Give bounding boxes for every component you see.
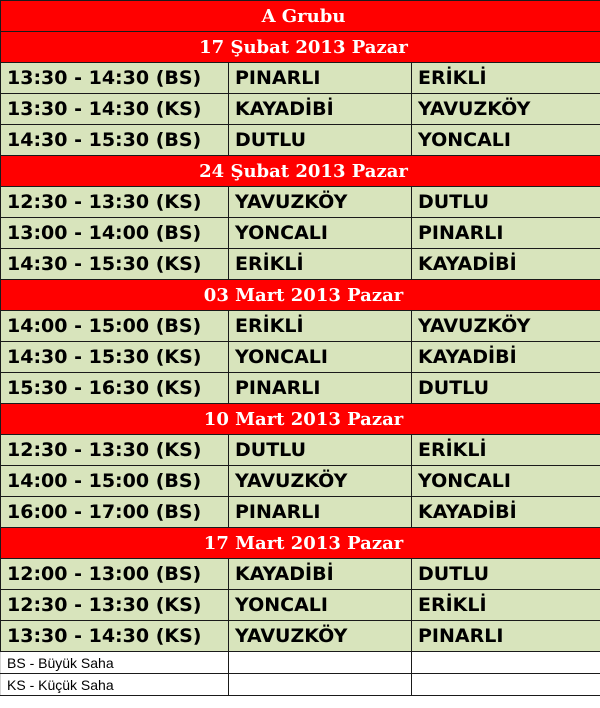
match-row [1,187,600,218]
match-time: 12:00 - 13:00 (BS) [1,559,229,590]
match-row [1,218,600,249]
match-time: 12:30 - 13:30 (KS) [1,435,229,466]
home-team: PINARLI [229,497,412,528]
home-team: PINARLI [229,63,412,94]
legend-row [1,652,600,674]
match-time: 13:30 - 14:30 (BS) [1,63,229,94]
match-time: 13:30 - 14:30 (KS) [1,94,229,125]
home-team: YONCALI [229,590,412,621]
match-time: 14:30 - 15:30 (KS) [1,342,229,373]
match-row [1,466,600,497]
round-date-row [1,280,600,311]
match-time: 14:30 - 15:30 (KS) [1,249,229,280]
group-header-row [1,1,600,32]
match-time: 14:00 - 15:00 (BS) [1,466,229,497]
match-row [1,497,600,528]
away-team: KAYADİBİ [412,342,600,373]
match-row [1,621,600,652]
round-date: 17 Mart 2013 Pazar [1,528,600,559]
match-row [1,94,600,125]
empty-cell [412,674,600,696]
round-date: 10 Mart 2013 Pazar [1,404,600,435]
away-team: DUTLU [412,373,600,404]
away-team: KAYADİBİ [412,249,600,280]
away-team: PINARLI [412,621,600,652]
group-title: A Grubu [1,1,600,32]
match-row [1,311,600,342]
empty-cell [229,652,412,674]
match-time: 14:30 - 15:30 (BS) [1,125,229,156]
away-team: ERİKLİ [412,63,600,94]
home-team: YONCALI [229,218,412,249]
round-date: 24 Şubat 2013 Pazar [1,156,600,187]
round-date: 03 Mart 2013 Pazar [1,280,600,311]
match-time: 12:30 - 13:30 (KS) [1,187,229,218]
legend-item: BS - Büyük Saha [1,652,229,674]
match-row [1,590,600,621]
match-time: 13:00 - 14:00 (BS) [1,218,229,249]
match-time: 15:30 - 16:30 (KS) [1,373,229,404]
home-team: KAYADİBİ [229,94,412,125]
match-row [1,373,600,404]
round-date-row [1,156,600,187]
legend-item: KS - Küçük Saha [1,674,229,696]
home-team: YAVUZKÖY [229,466,412,497]
home-team: YAVUZKÖY [229,187,412,218]
match-time: 16:00 - 17:00 (BS) [1,497,229,528]
match-time: 13:30 - 14:30 (KS) [1,621,229,652]
home-team: YAVUZKÖY [229,621,412,652]
away-team: PINARLI [412,218,600,249]
home-team: PINARLI [229,373,412,404]
round-date-row [1,32,600,63]
round-date-row [1,404,600,435]
away-team: KAYADİBİ [412,497,600,528]
match-time: 12:30 - 13:30 (KS) [1,590,229,621]
home-team: ERİKLİ [229,311,412,342]
legend-row [1,674,600,696]
empty-cell [412,652,600,674]
home-team: DUTLU [229,435,412,466]
match-row [1,63,600,94]
empty-cell [229,674,412,696]
round-date: 17 Şubat 2013 Pazar [1,32,600,63]
match-row [1,249,600,280]
match-row [1,435,600,466]
match-time: 14:00 - 15:00 (BS) [1,311,229,342]
away-team: ERİKLİ [412,435,600,466]
away-team: ERİKLİ [412,590,600,621]
away-team: YONCALI [412,125,600,156]
match-row [1,559,600,590]
match-row [1,342,600,373]
away-team: YONCALI [412,466,600,497]
home-team: ERİKLİ [229,249,412,280]
home-team: YONCALI [229,342,412,373]
away-team: YAVUZKÖY [412,94,600,125]
match-row [1,125,600,156]
away-team: DUTLU [412,559,600,590]
home-team: DUTLU [229,125,412,156]
away-team: DUTLU [412,187,600,218]
round-date-row [1,528,600,559]
away-team: YAVUZKÖY [412,311,600,342]
home-team: KAYADİBİ [229,559,412,590]
